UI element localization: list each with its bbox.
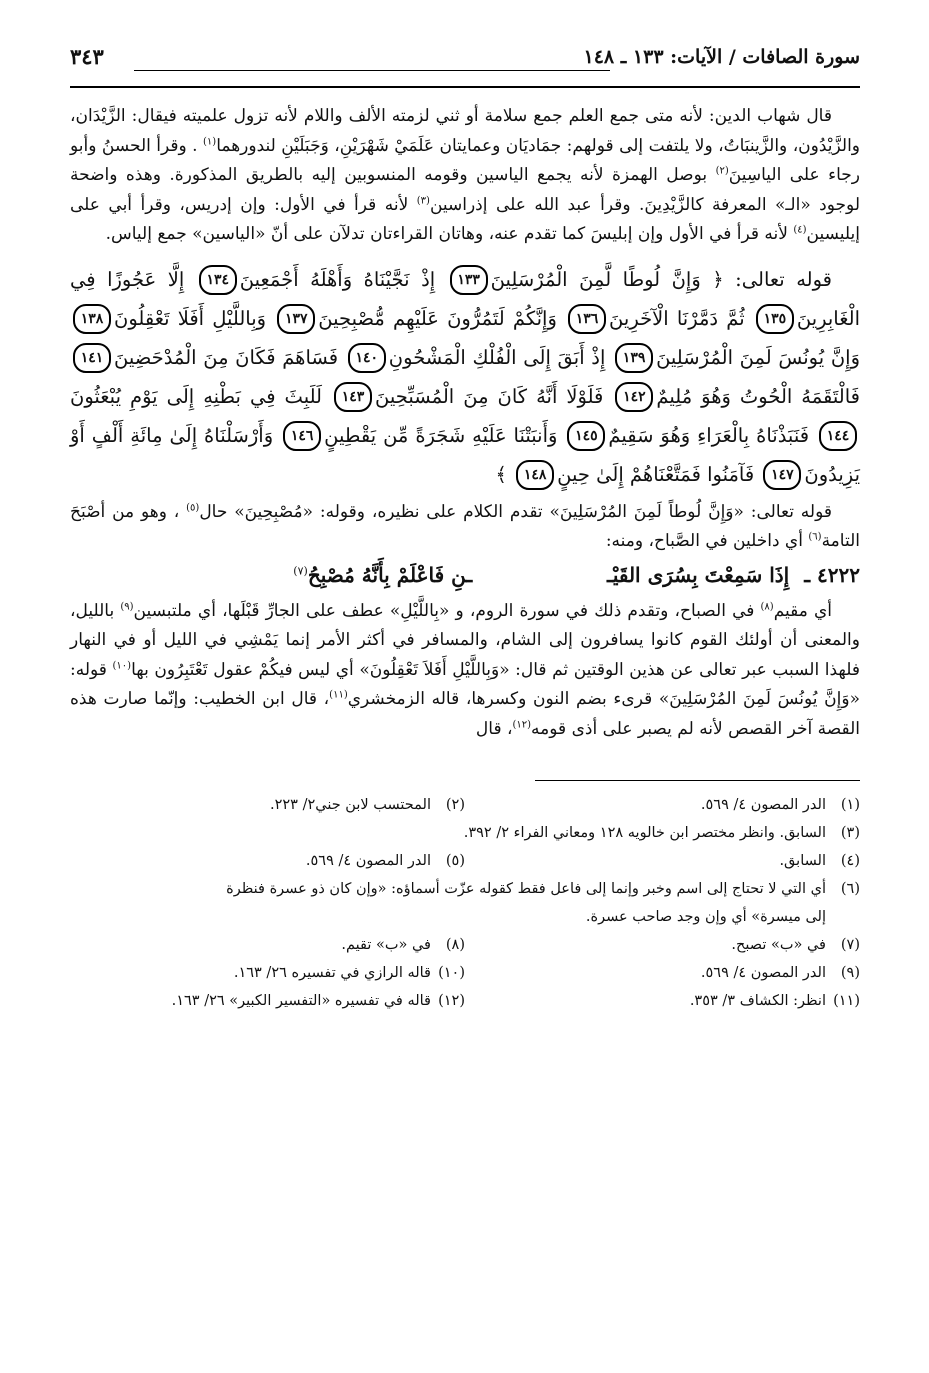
ayah-text: فَالْتَقَمَهُ الْحُوتُ وَهُوَ مُلِيمٌ — [656, 384, 860, 408]
ayah-text: إِذْ نَجَّيْنَاهُ وَأَهْلَهُ أَجْمَعِينَ — [239, 267, 436, 291]
ayah-number: ١٤٤ — [819, 421, 857, 451]
footnote-number: (٦) — [840, 881, 860, 897]
verse-hemistich-1: إِذَا سَمِعْتَ بِسُرَى القَيْـ — [606, 562, 790, 587]
ayah-text: وَإِنَّ يُونُسَ لَمِنَ الْمُرْسَلِينَ — [656, 345, 860, 369]
poetry-verse — [70, 559, 860, 591]
ayah-text: وَأَنبَتْنَا عَلَيْهِ شَجَرَةً مِّن يَقْطِينٍ — [324, 423, 558, 447]
footnote-6-continued: إلى ميسرة» أي وإن وجد صاحب عسرة. — [585, 909, 826, 925]
text: قال شهاب الدين: لأنه متى جمع العلم جمع سلامة أو ثني لزمته الألف واللام لأنه تزول علميته فيقال: الزَّيْدَان، والزَّيْدُون، والزَّينبَاتُ، ولا يلتفت إلى قولهم: جمَاديَان وعمايتان عَلَمَيْ شَهْرَيْنِ، وَجَبَلَيْنِ لندورهما — [70, 106, 861, 156]
footnote-text: قاله الرازي في تفسيره ٢٦/ ١٦٣. — [233, 965, 431, 981]
footnote-ref[interactable]: (٦) — [808, 531, 822, 543]
page-number: ٣٤٣ — [70, 44, 104, 69]
ayah-number: ١٤٣ — [334, 382, 372, 412]
ayah-number: ١٤٠ — [348, 343, 386, 373]
ayah-number: ١٣٥ — [756, 304, 794, 334]
ayah-number: ١٣٤ — [199, 265, 237, 295]
footnote-ref[interactable]: (١١) — [329, 689, 348, 701]
footnote-12 — [70, 987, 465, 1015]
footnote-separator — [535, 780, 860, 781]
text: قوله: «وَإِنَّ يُونُسَ لَمِنَ المُرْسَلِينَ» قرىء بضم النون وكسرها، قاله الزمخشري — [70, 659, 860, 709]
ayah-number: ١٣٩ — [615, 343, 653, 373]
footnotes — [70, 791, 860, 1015]
verse-number: ٤٢٢٢ ـ — [804, 562, 860, 587]
ayah-number: ١٣٨ — [73, 304, 111, 334]
ayah-text: ثُمَّ دَمَّرْنَا الْآخَرِينَ — [609, 306, 745, 330]
text: أي مقيم — [773, 600, 832, 621]
text: قوله تعالى: «وَإِنَّ لُوطاً لَمِنَ المُرْسَلِينَ» تقدم الكلام على نظيره، وقوله: «مُصْبِحِينَ» حال — [199, 501, 832, 522]
footnote-number: (٤) — [840, 853, 860, 869]
ayah-number: ١٤٥ — [567, 421, 605, 451]
footnote-10 — [70, 959, 465, 987]
footnote-number: (٨) — [445, 937, 465, 953]
footnote-number: (٥) — [445, 853, 465, 869]
footnote-text: المحتسب لابن جني٢/ ٢٢٣. — [269, 797, 431, 813]
footnote-2 — [70, 791, 465, 819]
footnote-3 — [70, 819, 860, 847]
footnote-ref[interactable]: (١) — [203, 135, 217, 147]
text: لأنه قرأ في الأول: وإن إدريس، وقرأ أبي على إيليسين — [70, 194, 860, 244]
ayah-number: ١٣٣ — [450, 265, 488, 295]
book-page — [70, 38, 860, 1015]
text: في الصباح، وتقدم ذلك في سورة الروم، و «بِاللَّيْلِ» عطف على الجارِّ قَبْلَها، أي ملتبسين — [133, 600, 755, 621]
footnote-4 — [465, 847, 860, 875]
footnote-number: (١١) — [833, 993, 860, 1009]
text: ، قال — [475, 718, 513, 739]
ayah-number: ١٤٢ — [615, 382, 653, 412]
text: بوصل الهمزة لأنه يجمع الياسين وقومه المنسوبين إليه بالطريق المذكورة. وهذه واضحة لوجود «الـ» المعرفة كالزَّيْدِينَ. وقرأ عبد الله على إذراسين — [70, 165, 861, 215]
footnote-text: السابق. — [779, 853, 826, 869]
text: ، وهو من أصْبَحَ التامة — [70, 501, 860, 551]
footnote-text: أي التي لا تحتاج إلى اسم وخبر وإنما إلى فاعل فقط كقوله عزّت أسماؤه: «وإن كان ذو عسرة فنظرة — [226, 881, 826, 897]
ayah-text: لَلَبِثَ فِي بَطْنِهِ إِلَى يَوْمِ يُبْعَثُونَ — [70, 384, 322, 408]
ayah-text: إِلَّا عَجُوزًا فِي الْغَابِرِينَ — [70, 267, 861, 330]
quran-intro: قوله تعالى: ﴿ — [712, 267, 833, 291]
ayah-text: وَإِنَّكُمْ لَتَمُرُّونَ عَلَيْهِم مُّصْبِحِينَ — [318, 306, 557, 330]
footnote-ref[interactable]: (٧) — [293, 563, 308, 577]
footnote-ref[interactable]: (١٠) — [112, 659, 132, 671]
footnote-text: انظر: الكشاف ٣/ ٣٥٣. — [689, 993, 826, 1009]
footnote-number: (٣) — [840, 825, 860, 841]
footnote-text: في «ب» تصبح. — [731, 937, 826, 953]
surah-title: سورة الصافات / الآيات: ١٣٣ ـ ١٤٨ — [583, 46, 860, 68]
footnote-ref[interactable]: (٥) — [186, 501, 200, 513]
ayah-number: ١٤٦ — [283, 421, 321, 451]
footnote-ref[interactable]: (٢) — [715, 165, 729, 177]
footnote-ref[interactable]: (١٢) — [512, 718, 532, 730]
footnote-1 — [465, 791, 860, 819]
footnote-number: (١٢) — [438, 993, 465, 1009]
footnote-row — [70, 847, 860, 875]
footnote-text: الدر المصون ٤/ ٥٦٩. — [700, 965, 826, 981]
text: بالليل، والمعنى أن أولئك القوم كانوا يسافرون إلى الشام، والمسافر في أكثر الأمر إنما يَمْشِي في الليل أو في النهار فلهذا السبب عبر تعالى عن هذين الوقتين ثم قال: «وَبِاللَّيْلِ أَفَلاَ تَعْقِلُونَ» أي ليس فيكُمْ عقول تَعْتَبِرُون بها — [70, 600, 861, 680]
footnote-number: (١٠) — [438, 965, 465, 981]
verse-hemistich-2: ـنِ فَاعْلَمْ بِأَنَّهُ مُصْبِحُ — [307, 562, 473, 587]
footnote-ref[interactable]: (٤) — [793, 224, 807, 236]
footnote-number: (٢) — [445, 797, 465, 813]
footnote-text: السابق. وانظر مختصر ابن خالويه ١٢٨ ومعاني الفراء ٢/ ٣٩٢. — [463, 825, 826, 841]
footnote-number: (٧) — [840, 937, 860, 953]
quran-passage — [70, 260, 860, 494]
footnote-text: قاله في تفسيره «التفسير الكبير» ٢٦/ ١٦٣. — [171, 993, 431, 1009]
footnote-number: (٩) — [840, 965, 860, 981]
footnote-5 — [70, 847, 465, 875]
footnote-ref[interactable]: (٣) — [416, 194, 430, 206]
ayah-number: ١٣٧ — [277, 304, 315, 334]
ayah-number: ١٤٧ — [763, 460, 801, 490]
footnote-9 — [465, 959, 860, 987]
page-body — [70, 102, 860, 744]
running-header — [70, 38, 860, 88]
footnote-ref[interactable]: (٨) — [760, 600, 774, 612]
quran-outro: ﴾ — [495, 462, 507, 486]
ayah-text: فَلَوْلَا أَنَّهُ كَانَ مِنَ الْمُسَبِّحِينَ — [375, 384, 604, 408]
footnote-ref[interactable]: (٩) — [120, 600, 134, 612]
paragraph-3 — [70, 597, 860, 745]
ayah-text: فَسَاهَمَ فَكَانَ مِنَ الْمُدْحَضِينَ — [114, 345, 339, 369]
ayah-number: ١٣٦ — [568, 304, 606, 334]
footnote-text: الدر المصون ٤/ ٥٦٩. — [305, 853, 431, 869]
ayah-text: فَنَبَذْنَاهُ بِالْعَرَاءِ وَهُوَ سَقِيمٌ — [608, 423, 810, 447]
footnote-row — [70, 791, 860, 819]
footnote-6 — [70, 875, 860, 903]
footnote-7 — [465, 931, 860, 959]
footnote-11 — [465, 987, 860, 1015]
text: أي داخلين في الصَّباح، ومنه: — [605, 531, 803, 551]
ayah-text: وَأَرْسَلْنَاهُ إِلَىٰ مِائَةِ أَلْفٍ أَوْ يَزِيدُونَ — [70, 423, 860, 486]
text: . وقرأ الحسنُ وأبو رجاء على الياسِينَ — [70, 135, 861, 185]
paragraph-1 — [70, 102, 860, 250]
text: لأنه قرأ في الأول وإن إبليسَ كما تقدم عنه، وهاتان القراءتان تدلآن على أنّ «الياسين» جمع إلياس. — [105, 224, 788, 244]
ayah-text: وَإِنَّ لُوطًا لَّمِنَ الْمُرْسَلِينَ — [490, 267, 701, 291]
ayah-text: إِذْ أَبَقَ إِلَى الْفُلْكِ الْمَشْحُونِ — [388, 345, 606, 369]
ayah-text: فَآمَنُوا فَمَتَّعْنَاهُمْ إِلَىٰ حِينٍ — [557, 462, 755, 486]
footnote-row — [70, 987, 860, 1015]
footnote-number: (١) — [840, 797, 860, 813]
text: ، قال ابن الخطيب: وإنّما صارت هذه القصة آخر القصص لأنه لم يصبر على أذى قومه — [70, 689, 860, 739]
footnote-row — [70, 931, 860, 959]
footnote-row — [70, 959, 860, 987]
paragraph-2 — [70, 498, 860, 557]
footnote-text: الدر المصون ٤/ ٥٦٩. — [700, 797, 826, 813]
ayah-number: ١٤٨ — [516, 460, 554, 490]
ayah-text: وَبِاللَّيْلِ أَفَلَا تَعْقِلُونَ — [114, 306, 267, 330]
footnote-text: في «ب» تقيم. — [341, 937, 431, 953]
header-rule — [134, 70, 610, 71]
footnote-8 — [70, 931, 465, 959]
ayah-number: ١٤١ — [73, 343, 111, 373]
